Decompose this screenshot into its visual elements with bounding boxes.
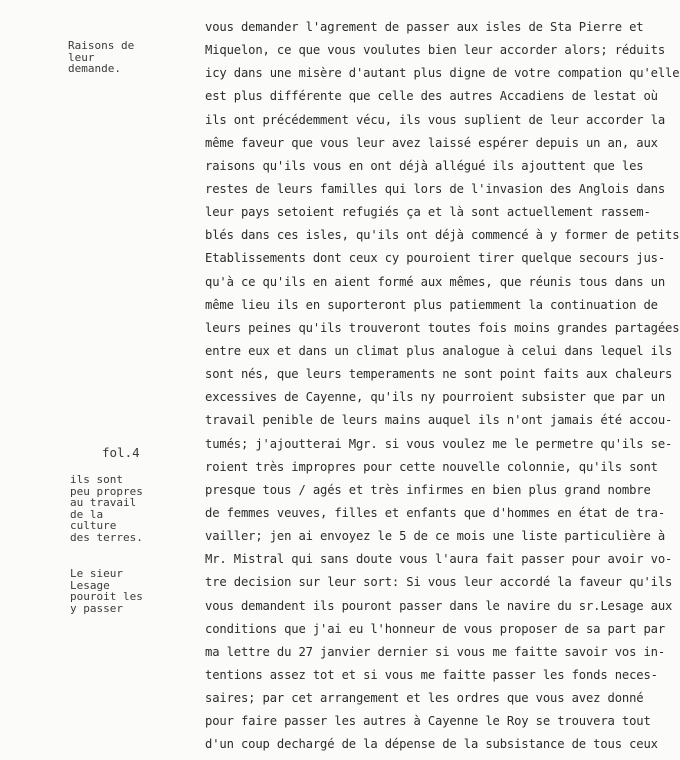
margin-note-raisons [68, 40, 134, 75]
body-line: même faveur que vous leur avez laissé espérer depuis un an, aux [205, 135, 658, 150]
body-line: Mr. Mistral qui sans doute vous l'aura fait passer pour avoir vo- [205, 552, 673, 567]
body-line: est plus différente que celle des autres Accadiens de lestat où [205, 89, 658, 104]
body-line: vailler; jen ai envoyez le 5 de ce mois une liste particulière à [205, 529, 665, 544]
body-line: saires; par cet arrangement et les ordres que vous avez donné [205, 691, 644, 706]
margin-note-peu-propres [70, 474, 143, 543]
body-line: blés dans ces isles, qu'ils ont déjà commencé à y former de petits [205, 228, 680, 243]
body-line: tumés; j'ajoutterai Mgr. si vous voulez me le permetre qu'ils se- [205, 436, 673, 451]
body-line: excessives de Cayenne, qu'ils ny pourroient subsister que par un [205, 390, 665, 405]
letter-body [205, 16, 680, 757]
margin-note-line: de la [70, 507, 104, 521]
body-line: vous demander l'agrement de passer aux isles de Sta Pierre et [205, 20, 644, 34]
body-line: ma lettre du 27 janvier dernier si vous me faitte savoir vos in- [205, 644, 665, 659]
margin-note-line: leur [68, 50, 95, 64]
margin-note-line: Lesage [70, 578, 110, 592]
body-line: travail penible de leurs mains auquel ils n'ont jamais été accou- [205, 413, 673, 428]
folio-number: fol.4 [102, 445, 140, 460]
body-line: restes de leurs familles qui lors de l'invasion des Anglois dans [205, 181, 665, 196]
body-line: sont nés, que leurs temperaments ne sont point faits aux chaleurs [205, 367, 673, 382]
body-line: Etablissements dont ceux cy pouroient tirer quelque secours jus- [205, 251, 665, 266]
margin-note-line: ils sont [70, 473, 123, 486]
body-line: raisons qu'ils vous en ont déjà allégué ils ajouttent que les [205, 158, 644, 173]
margin-note-line: peu propres [70, 484, 143, 498]
body-line: roient très impropres pour cette nouvelle colonnie, qu'ils sont [205, 459, 658, 474]
margin-note-line: des terres. [70, 530, 143, 544]
margin-note-line: au travail [70, 496, 137, 509]
margin-note-line: Le sieur [70, 567, 123, 580]
body-line: conditions que j'ai eu l'honneur de vous proposer de sa part par [205, 621, 665, 636]
body-line: qu'à ce qu'ils en aient formé aux mêmes, que réunis tous dans un [205, 274, 665, 289]
margin-note-line: Raisons de [68, 39, 135, 52]
body-line: icy dans une misère d'autant plus digne de votre compation qu'elle [205, 66, 680, 81]
body-line: Miquelon, ce que vous voulutes bien leur accorder alors; réduits [205, 43, 665, 58]
body-line: même lieu ils en suporteront plus patiemment la continuation de [205, 297, 658, 312]
body-line: leur pays setoient refugiés ça et là sont actuellement rassem- [205, 205, 651, 220]
body-line: d'un coup dechargé de la dépense de la subsistance de tous ceux [205, 737, 658, 752]
margin-note-line: pouroit les [70, 590, 143, 603]
body-line: ils ont précédemment vécu, ils vous suplient de leur accorder la [205, 112, 665, 127]
body-line: leurs peines qu'ils trouveront toutes fois moins grandes partagées [205, 320, 680, 335]
margin-note-sieur-lesage [70, 568, 143, 614]
margin-note-line: y passer [70, 601, 123, 615]
body-line: vous demandent ils pouront passer dans le navire du sr.Lesage aux [205, 598, 673, 613]
margin-note-line: culture [70, 519, 117, 532]
body-line: pour faire passer les autres à Cayenne le Roy se trouvera tout [205, 714, 651, 729]
body-line: tre decision sur leur sort: Si vous leur accordé la faveur qu'ils [205, 575, 673, 590]
body-line: presque tous / agés et très infirmes en bien plus grand nombre [205, 482, 651, 497]
body-line: entre eux et dans un climat plus analogue à celui dans lequel ils [205, 343, 673, 358]
body-line: tentions assez tot et si vous me faitte passer les fonds neces- [205, 667, 658, 682]
body-line: de femmes veuves, filles et enfants que d'hommes en état de tra- [205, 505, 665, 520]
margin-note-line: demande. [68, 62, 121, 75]
